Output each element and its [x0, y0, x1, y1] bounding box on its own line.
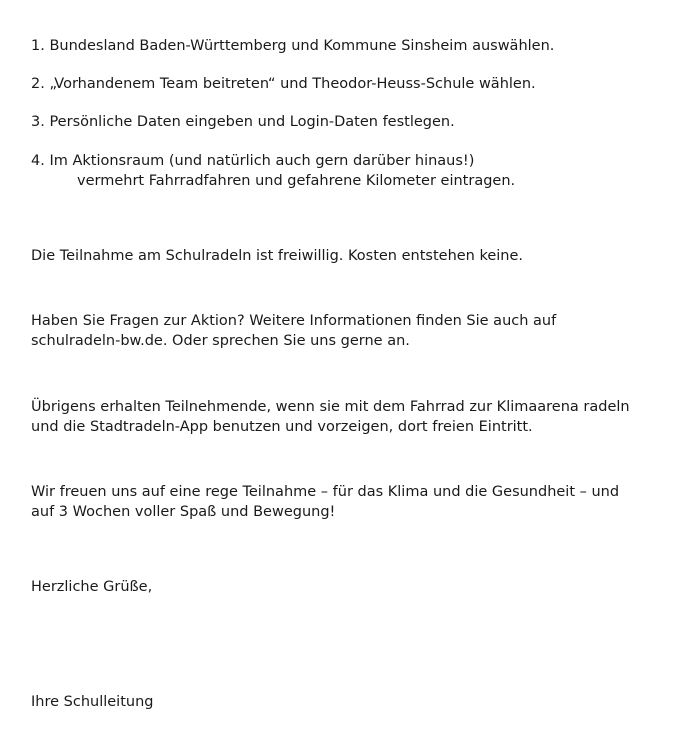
step-2-number: 2. [31, 76, 45, 92]
step-4 [31, 151, 474, 171]
step-4-text: Im Aktionsraum (und natürlich auch gern darüber hinaus!) [49, 153, 475, 169]
paragraph-closing-line-1: Wir freuen uns auf eine rege Teilnahme – für das Klima und die Gesundheit – und [31, 484, 620, 500]
paragraph-voluntary: Die Teilnahme am Schulradeln ist freiwillig. Kosten entstehen keine. [31, 248, 524, 264]
step-3-text: Persönliche Daten eingeben und Login-Daten festlegen. [49, 114, 455, 130]
greeting: Herzliche Grüße, [31, 579, 153, 595]
step-2 [31, 74, 536, 94]
step-3-number: 3. [31, 114, 45, 130]
step-4-continuation: vermehrt Fahrradfahren und gefahrene Kilometer eintragen. [77, 173, 516, 189]
paragraph-closing-line-2: auf 3 Wochen voller Spaß und Bewegung! [31, 504, 336, 520]
step-2-text: „Vorhandenem Team beitreten“ und Theodor-Heuss-Schule wählen. [49, 76, 536, 92]
paragraph-questions-line-2: schulradeln-bw.de. Oder sprechen Sie uns gerne an. [31, 333, 410, 349]
paragraph-questions-line-1: Haben Sie Fragen zur Aktion? Weitere Informationen finden Sie auch auf [31, 313, 557, 329]
paragraph-klimaarena-line-1: Übrigens erhalten Teilnehmende, wenn sie mit dem Fahrrad zur Klimaarena radeln [31, 399, 630, 415]
step-4-number: 4. [31, 153, 45, 169]
step-3 [31, 112, 455, 132]
signature: Ihre Schulleitung [31, 694, 154, 710]
step-1-text: Bundesland Baden-Württemberg und Kommune Sinsheim auswählen. [49, 38, 555, 54]
paragraph-klimaarena-line-2: und die Stadtradeln-App benutzen und vorzeigen, dort freien Eintritt. [31, 419, 533, 435]
step-1-number: 1. [31, 38, 45, 54]
step-1 [31, 36, 554, 56]
